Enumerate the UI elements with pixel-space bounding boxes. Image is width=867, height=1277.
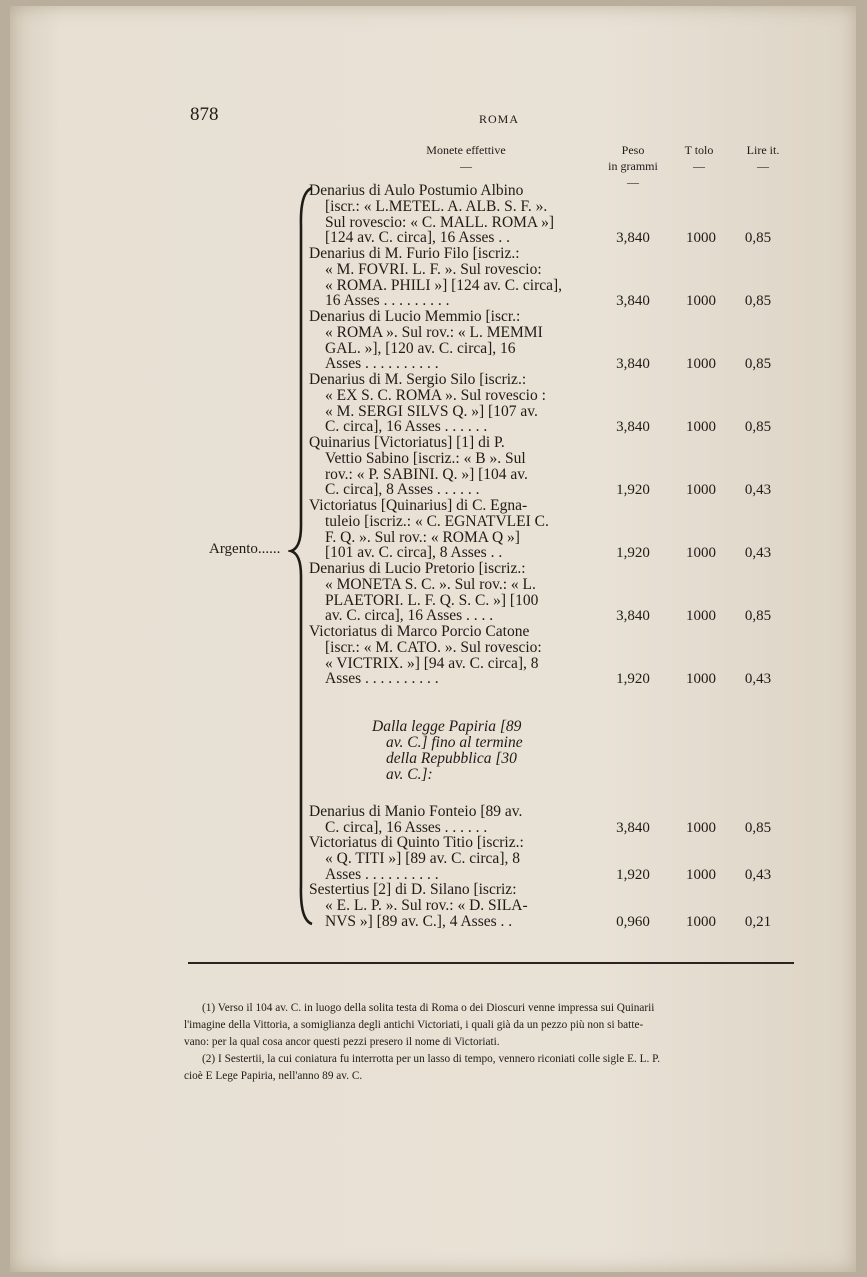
weight-value: 3,840 bbox=[616, 356, 650, 373]
coin-entry-line: tuleio [iscriz.: « C. EGNATVLEI C. bbox=[325, 513, 549, 530]
lire-value: 0,85 bbox=[744, 356, 772, 373]
coin-entry bbox=[309, 624, 571, 687]
title-value: 1000 bbox=[686, 419, 716, 436]
column-header-title: T tolo — bbox=[684, 143, 714, 173]
coin-entry-line: Denarius di Manio Fonteio [89 av. bbox=[309, 804, 523, 820]
title-value: 1000 bbox=[686, 671, 716, 688]
title-value: 1000 bbox=[686, 293, 716, 310]
coin-entry-line: GAL. »], [120 av. C. circa], 16 bbox=[325, 340, 516, 357]
coin-entry-line: « E. L. P. ». Sul rov.: « D. SILA- bbox=[325, 897, 528, 914]
lire-value: 0,85 bbox=[744, 230, 772, 247]
weight-value: 3,840 bbox=[616, 230, 650, 247]
title-value: 1000 bbox=[686, 819, 716, 836]
coin-entry-line: Vettio Sabino [iscriz.: « B ». Sul bbox=[325, 450, 526, 467]
lire-value: 0,43 bbox=[744, 866, 772, 883]
weight-value: 1,920 bbox=[616, 866, 650, 883]
coin-entry-line: « ROMA. PHILI »] [124 av. C. circa], bbox=[325, 277, 563, 294]
title-value: 1000 bbox=[686, 545, 716, 562]
title-value: 1000 bbox=[686, 608, 716, 625]
coin-entry bbox=[309, 183, 571, 246]
title-value: 1000 bbox=[686, 230, 716, 247]
lire-value: 0,85 bbox=[744, 608, 772, 625]
title-value: 1000 bbox=[686, 913, 716, 930]
coin-entry-line: Asses . . . . . . . . . . bbox=[325, 671, 439, 688]
coin-entry-line: Sul rovescio: « C. MALL. ROMA »] bbox=[325, 214, 555, 231]
coin-entry-line: C. circa], 16 Asses . . . . . . bbox=[325, 419, 488, 436]
coin-entry-line: « EX S. C. ROMA ». Sul rovescio : bbox=[325, 387, 546, 404]
lire-value: 0,85 bbox=[744, 819, 772, 836]
coin-entry-line: 16 Asses . . . . . . . . . bbox=[325, 293, 450, 310]
coin-entry-line: Denarius di Aulo Postumio Albino bbox=[309, 183, 524, 199]
book-page bbox=[10, 6, 856, 1272]
lire-value: 0,43 bbox=[744, 671, 772, 688]
coin-entry-line: rov.: « P. SABINI. Q. »] [104 av. bbox=[325, 466, 528, 483]
lire-value: 0,43 bbox=[744, 545, 772, 562]
title-value: 1000 bbox=[686, 866, 716, 883]
running-title: ROMA bbox=[479, 112, 520, 126]
coin-entry bbox=[309, 309, 571, 372]
weight-value: 3,840 bbox=[616, 419, 650, 436]
weight-value: 3,840 bbox=[616, 293, 650, 310]
coin-entry-line: av. C. circa], 16 Asses . . . . bbox=[325, 608, 494, 625]
coin-entry-line: F. Q. ». Sul rov.: « ROMA Q »] bbox=[325, 529, 520, 546]
coin-entry bbox=[309, 804, 571, 836]
weight-value: 1,920 bbox=[616, 482, 650, 499]
coin-entry bbox=[309, 246, 571, 309]
coin-entry-line: Victoriatus di Quinto Titio [iscriz.: bbox=[309, 835, 524, 851]
coin-entry-line: [101 av. C. circa], 8 Asses . . bbox=[325, 545, 503, 562]
coin-entry-line: Asses . . . . . . . . . . bbox=[325, 356, 439, 373]
coin-entry-line: « Q. TITI »] [89 av. C. circa], 8 bbox=[325, 850, 520, 867]
coin-entry-line: « MONETA S. C. ». Sul rov.: « L. bbox=[325, 576, 536, 593]
lire-value: 0,43 bbox=[744, 482, 772, 499]
coin-entry-line: « VICTRIX. »] [94 av. C. circa], 8 bbox=[325, 655, 539, 672]
section-label-argento: Argento...... bbox=[209, 541, 281, 557]
coin-entry-line: [iscr.: « L.METEL. A. ALB. S. F. ». bbox=[325, 198, 548, 215]
coin-entry-line: Victoriatus [Quinarius] di C. Egna- bbox=[309, 498, 528, 514]
footnote-2: (2) I Sestertii, la cui coniatura fu interrotta per un lasso di tempo, vennero riconiati colle sigle E. L. P. cioè E Lege Papiria, nell'anno 89 av. C. bbox=[184, 1053, 661, 1082]
weight-value: 0,960 bbox=[616, 913, 650, 930]
page-number: 878 bbox=[190, 104, 219, 125]
column-header-coins: Monete effettive — bbox=[426, 143, 506, 173]
coin-entry-line: [iscr.: « M. CATO. ». Sul rovescio: bbox=[325, 639, 542, 656]
title-value: 1000 bbox=[686, 356, 716, 373]
title-value: 1000 bbox=[686, 482, 716, 499]
lire-value: 0,21 bbox=[744, 913, 772, 930]
coin-entry-line: Victoriatus di Marco Porcio Catone bbox=[309, 624, 530, 640]
coin-entry-line: C. circa], 8 Asses . . . . . . bbox=[325, 482, 480, 499]
coin-entry bbox=[309, 435, 571, 498]
coin-entry-line: [124 av. C. circa], 16 Asses . . bbox=[325, 230, 510, 247]
coin-entry-line: « M. FOVRI. L. F. ». Sul rovescio: bbox=[325, 261, 542, 278]
weight-value: 1,920 bbox=[616, 545, 650, 562]
column-header-weight: Peso in grammi — bbox=[608, 143, 658, 189]
coin-entry-line: Denarius di M. Furio Filo [iscriz.: bbox=[309, 246, 520, 262]
lire-value: 0,85 bbox=[744, 419, 772, 436]
coin-entry-line: Denarius di Lucio Pretorio [iscriz.: bbox=[309, 561, 526, 577]
coin-entry-line: Quinarius [Victoriatus] [1] di P. bbox=[309, 435, 505, 451]
column-header-lire: Lire it. — bbox=[746, 143, 780, 173]
coin-entry-line: Asses . . . . . . . . . . bbox=[325, 866, 439, 883]
coin-entry bbox=[309, 561, 571, 624]
coin-entry-line: C. circa], 16 Asses . . . . . . bbox=[325, 819, 488, 836]
footnote-1: (1) Verso il 104 av. C. in luogo della solita testa di Roma o dei Dioscuri venne impressa sui Quinarii l'imagine della Vittoria, a somiglianza degli antichi Victoriati, i quali già da un pezzo più non si batte- vano: per la qual cosa ancor questi pezzi presero il nome di Victoriati. bbox=[184, 1002, 655, 1048]
weight-value: 3,840 bbox=[616, 819, 650, 836]
weight-value: 3,840 bbox=[616, 608, 650, 625]
coin-entry-line: « ROMA ». Sul rov.: « L. MEMMI bbox=[325, 324, 543, 341]
coin-entry bbox=[309, 372, 571, 435]
coin-entry-line: NVS »] [89 av. C.], 4 Asses . . bbox=[325, 913, 513, 930]
subheading-lex-papiria: Dalla legge Papiria [89 av. C.] fino al termine della Repubblica [30 av. C.]: bbox=[372, 718, 523, 783]
coin-entry-line: Sestertius [2] di D. Silano [iscriz: bbox=[309, 882, 517, 898]
coin-entry bbox=[309, 882, 571, 929]
coin-entry bbox=[309, 835, 571, 882]
coin-entry-line: Denarius di M. Sergio Silo [iscriz.: bbox=[309, 372, 527, 388]
weight-value: 1,920 bbox=[616, 671, 650, 688]
coin-entry bbox=[309, 498, 571, 561]
coin-entry-line: PLAETORI. L. F. Q. S. C. »] [100 bbox=[325, 592, 539, 609]
coin-entry-line: « M. SERGI SILVS Q. »] [107 av. bbox=[325, 403, 538, 420]
lire-value: 0,85 bbox=[744, 293, 772, 310]
coin-entry-line: Denarius di Lucio Memmio [iscr.: bbox=[309, 309, 521, 325]
footnote-rule bbox=[188, 962, 794, 964]
